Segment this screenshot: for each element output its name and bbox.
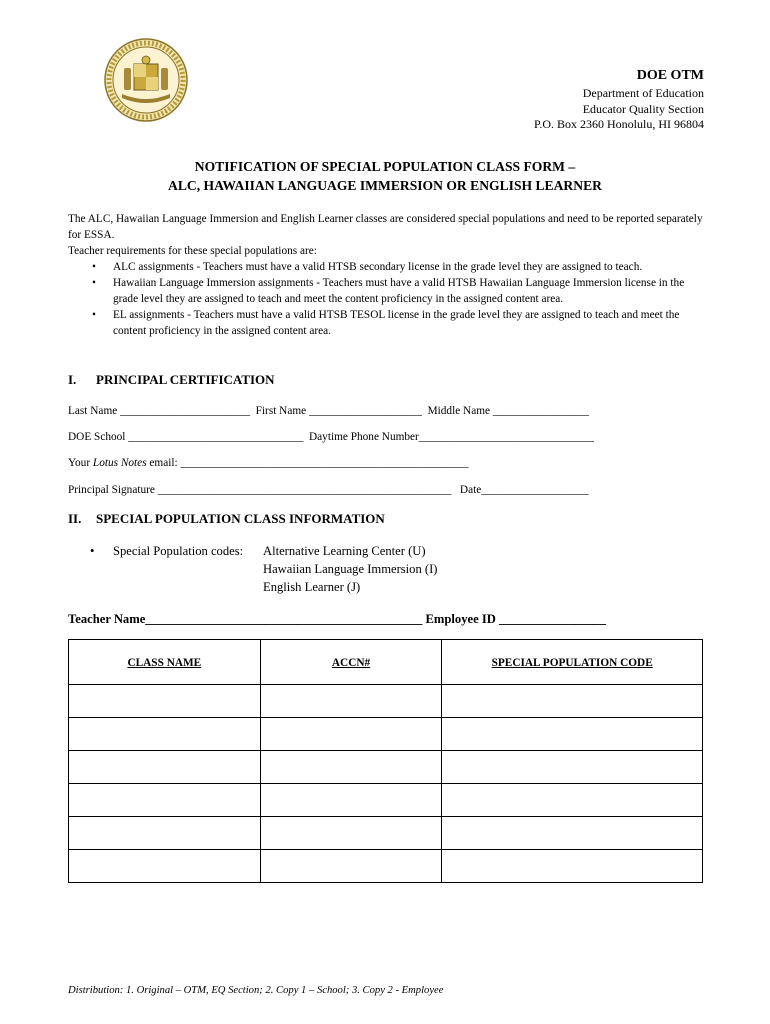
section-heading-class-info bbox=[68, 511, 385, 527]
form-title-line2: ALC, HAWAIIAN LANGUAGE IMMERSION OR ENGLISH LEARNER bbox=[168, 178, 602, 193]
section-title: SPECIAL POPULATION CLASS INFORMATION bbox=[96, 511, 385, 526]
table-cell[interactable] bbox=[69, 784, 261, 817]
table-cell[interactable] bbox=[442, 718, 703, 751]
mailing-address: P.O. Box 2360 Honolulu, HI 96804 bbox=[533, 117, 704, 131]
table-cell[interactable] bbox=[442, 784, 703, 817]
requirements-list bbox=[68, 259, 708, 339]
org-name: DOE OTM bbox=[636, 68, 704, 83]
state-seal-logo bbox=[104, 38, 188, 122]
email-label-suffix: email: ___________________________________________________ bbox=[146, 457, 469, 469]
table-row bbox=[69, 784, 703, 817]
table-cell[interactable] bbox=[442, 751, 703, 784]
teacher-employee-fields-line[interactable]: Teacher Name____________________________________________ Employee ID _________________ bbox=[68, 612, 607, 626]
table-row bbox=[69, 685, 703, 718]
table-cell[interactable] bbox=[260, 685, 442, 718]
section-title: PRINCIPAL CERTIFICATION bbox=[96, 372, 275, 387]
school-phone-fields-line[interactable]: DOE School _______________________________ Daytime Phone Number_______________________________ bbox=[68, 431, 594, 443]
column-header-class-name: CLASS NAME bbox=[69, 640, 261, 685]
table-cell[interactable] bbox=[69, 685, 261, 718]
table-row bbox=[69, 718, 703, 751]
requirements-intro: Teacher requirements for these special populations are: bbox=[68, 245, 317, 257]
table-cell[interactable] bbox=[69, 751, 261, 784]
table-cell[interactable] bbox=[69, 718, 261, 751]
form-title bbox=[0, 157, 770, 195]
table-cell[interactable] bbox=[260, 718, 442, 751]
list-item: Hawaiian Language Immersion (I) bbox=[263, 562, 438, 576]
section-name: Educator Quality Section bbox=[582, 101, 704, 116]
bullet-icon: • bbox=[90, 544, 95, 558]
class-table bbox=[68, 639, 703, 883]
column-header-accn: ACCN# bbox=[260, 640, 442, 685]
intro-paragraph: The ALC, Hawaiian Language Immersion and English Learner classes are considered special populations and need to be reported separately for ESSA. bbox=[68, 213, 703, 241]
list-item: • EL assignments - Teachers must have a valid HTSB TESOL license in the grade level they are assigned to teach and meet the content proficiency in the assigned content area. bbox=[113, 307, 708, 339]
intro-text bbox=[68, 211, 708, 339]
distribution-footer: Distribution: 1. Original – OTM, EQ Section; 2. Copy 1 – School; 3. Copy 2 - Employee bbox=[68, 985, 444, 996]
table-cell[interactable] bbox=[69, 850, 261, 883]
email-label-italic: Lotus Notes bbox=[92, 457, 147, 469]
form-title-line1: NOTIFICATION OF SPECIAL POPULATION CLASS FORM – bbox=[194, 159, 576, 174]
table-cell[interactable] bbox=[442, 817, 703, 850]
list-item: English Learner (J) bbox=[263, 580, 361, 594]
table-cell[interactable] bbox=[260, 751, 442, 784]
table-cell[interactable] bbox=[442, 850, 703, 883]
header-address-block bbox=[534, 66, 704, 133]
list-item: • Hawaiian Language Immersion assignments - Teachers must have a valid HTSB Hawaiian Language Immersion license in the grade level they are assigned to teach and meet the content proficiency in the assigned content area. bbox=[113, 275, 708, 307]
table-cell[interactable] bbox=[69, 817, 261, 850]
section-heading-principal bbox=[68, 372, 275, 388]
name-fields-line[interactable]: Last Name _______________________ First Name ____________________ Middle Name _________________ bbox=[68, 405, 589, 417]
table-row bbox=[69, 751, 703, 784]
codes-label: Special Population codes: bbox=[113, 544, 244, 558]
codes-list bbox=[263, 542, 438, 596]
table-cell[interactable] bbox=[260, 817, 442, 850]
email-label-prefix: Your bbox=[68, 457, 93, 469]
email-field-line[interactable] bbox=[68, 457, 469, 469]
table-row bbox=[69, 850, 703, 883]
table-cell[interactable] bbox=[442, 685, 703, 718]
table-row bbox=[69, 817, 703, 850]
department-name: Department of Education bbox=[582, 86, 704, 100]
section-number: II. bbox=[68, 511, 82, 526]
section-number: I. bbox=[68, 372, 77, 387]
list-item: Alternative Learning Center (U) bbox=[263, 544, 426, 558]
table-header-row bbox=[69, 640, 703, 685]
list-item: • ALC assignments - Teachers must have a valid HTSB secondary license in the grade level they are assigned to teach. bbox=[113, 259, 708, 275]
table-cell[interactable] bbox=[260, 850, 442, 883]
signature-date-fields-line[interactable]: Principal Signature ____________________________________________________ Date___________________ bbox=[68, 484, 589, 496]
table-cell[interactable] bbox=[260, 784, 442, 817]
column-header-special-population-code: SPECIAL POPULATION CODE bbox=[442, 640, 703, 685]
